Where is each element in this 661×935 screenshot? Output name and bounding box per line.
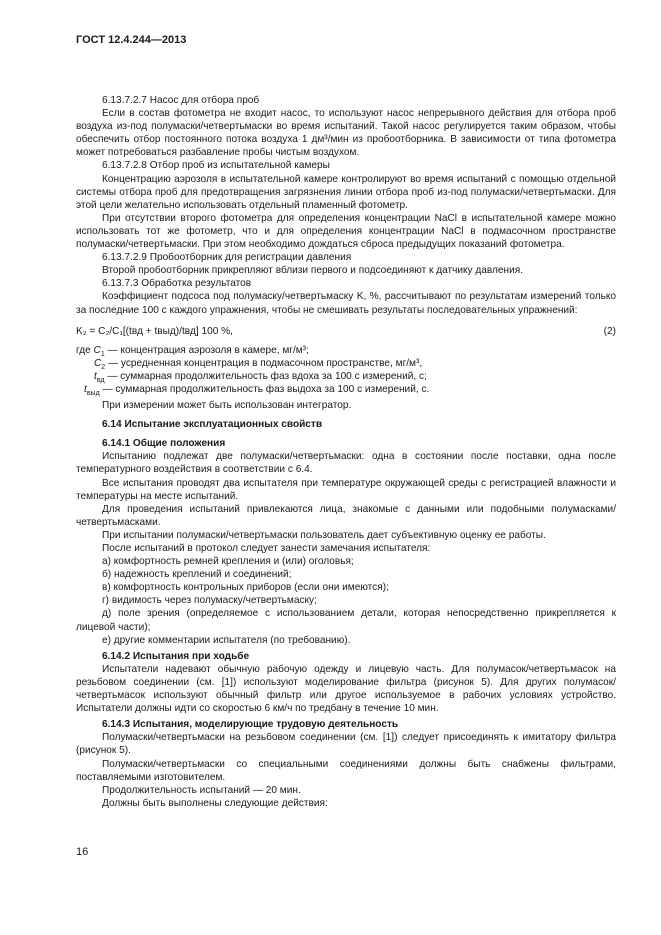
where-text: — суммарная продолжительность фаз выдоха за 100 с измерений, с. — [99, 383, 430, 395]
document-header: ГОСТ 12.4.244—2013 — [76, 34, 187, 46]
where-subscript: 1 — [100, 350, 105, 358]
paragraph: Испытатели надевают обычную рабочую одежду и лицевую часть. Для полумасок/четвертьмасок на резьбовом соединении (см. [1]) используют моделирование фильтра (рисунок 5). Для других полумасок/четвертьмасок используют обычный фильтр или другое используемое в рабочих условиях устройство. Испытатели должны идти со скоростью 6 км/ч по тредбану в течение 10 мин. — [76, 663, 616, 715]
list-item: г) видимость через полумаску/четвертьмаску; — [102, 595, 317, 607]
subsection-heading: 6.14.1 Общие положения — [102, 438, 226, 450]
paragraph: Продолжительность испытаний — 20 мин. — [102, 784, 301, 796]
paragraph: При отсутствии второго фотометра для определения концентрации NaCl в испытательной камере можно использовать тот же фотометр, что и для определения концентрации NaCl в подмасочном пространстве полумаски/четвертьмаски. При этом необходимо дождаться сброса предыдущих показаний фотометра. — [76, 212, 616, 251]
subsection-heading: 6.14.2 Испытания при ходьбе — [102, 650, 250, 662]
clause-heading: 6.13.7.3 Обработка результатов — [102, 278, 252, 290]
list-item: е) другие комментарии испытателя (по требованию). — [102, 634, 351, 646]
where-subscript: вд — [96, 376, 105, 384]
where-symbol: t — [94, 370, 97, 382]
list-item: б) надежность креплений и соединений; — [102, 569, 292, 581]
where-item — [76, 370, 616, 383]
list-item: д) поле зрения (определяемое с использованием детали, которая непосредственно прикрепляется к лицевой части); — [76, 608, 616, 633]
paragraph: Для проведения испытаний привлекаются лица, знакомые с данными или подобными полумасками/четвертьмасками. — [76, 503, 616, 528]
where-text: — концентрация аэрозоля в камере, мг/м³; — [104, 344, 309, 356]
paragraph: Если в состав фотометра не входит насос, то используют насос непрерывного действия для отбора проб воздуха из-под полумаски/четвертьмаски во время испытаний. Такой насос регулируется таким образом, чтобы обеспечить отбор постоянного потока воздуха 1 дм³/мин из пробоотборника. В зависимости от типа фотометра может потребоваться разбавление пробы чистым воздухом. — [76, 108, 616, 159]
where-symbol: C — [94, 357, 102, 369]
where-item — [76, 383, 616, 396]
clause-heading: 6.13.7.2.8 Отбор проб из испытательной камеры — [102, 160, 330, 172]
paragraph: Второй пробоотборник прикрепляют вблизи первого и подсоединяют к датчику давления. — [102, 265, 524, 277]
page-number: 16 — [76, 846, 89, 858]
paragraph: При измерении может быть использован интегратор. — [102, 400, 352, 412]
clause-heading: 6.13.7.2.7 Насос для отбора проб — [102, 95, 260, 106]
subsection-heading: 6.14.3 Испытания, моделирующие трудовую деятельность — [102, 719, 399, 731]
where-item — [76, 344, 616, 357]
where-text: — суммарная продолжительность фаз вдоха за 100 с измерений, с; — [104, 370, 427, 382]
where-prefix: где — [76, 344, 94, 356]
formula-number: (2) — [603, 325, 616, 337]
document-body — [76, 94, 616, 810]
where-item — [76, 357, 616, 370]
section-heading: 6.14 Испытание эксплуатационных свойств — [102, 419, 323, 431]
paragraph: При испытании полумаски/четвертьмаски пользователь дает субъективную оценку ее работы. — [102, 529, 546, 541]
paragraph: Полумаски/четвертьмаски со специальными соединениями должны быть снабжены фильтрами, поставляемыми изготовителем. — [76, 758, 616, 783]
where-subscript: выд — [86, 389, 100, 397]
formula-text: K₂ = C₂/C₁[(tвд + tвыд)/tвд] 100 %, — [76, 325, 233, 337]
paragraph: Должны быть выполнены следующие действия: — [102, 797, 328, 809]
paragraph: Полумаски/четвертьмаски на резьбовом соединении (см. [1]) следует присоединять к имитатору фильтра (рисунок 5). — [76, 732, 616, 757]
paragraph: Испытанию подлежат две полумаски/четвертьмаски: одна в состоянии после поставки, одна после температурного воздействия в соответствии с 6.4. — [76, 451, 616, 476]
list-item: а) комфортность ремней крепления и (или) оголовья; — [102, 556, 354, 568]
where-symbol: t — [84, 383, 87, 395]
paragraph: Коэффициент подсоса под полумаску/четвертьмаску K, %, рассчитывают по результатам измерений только за последние 100 с каждого упражнения, чтобы не смешивать результаты последовательных упражнений: — [76, 291, 616, 316]
paragraph: Концентрацию аэрозоля в испытательной камере контролируют во время испытаний с помощью отдельной системы отбора проб для предотвращения загрязнения линии отбора проб из-под полумаски/четвертьмаски. Для этой цели желательно использовать отдельный пламенный фотометр. — [76, 173, 616, 211]
clause-heading: 6.13.7.2.9 Пробоотборник для регистрации давления — [102, 252, 352, 264]
where-subscript: 2 — [101, 363, 106, 371]
paragraph: После испытаний в протокол следует занести замечания испытателя: — [102, 543, 431, 554]
list-item: в) комфортность контрольных приборов (если они имеются); — [102, 582, 389, 594]
where-text: — усредненная концентрация в подмасочном пространстве, мг/м³, — [105, 357, 423, 369]
formula — [76, 325, 616, 338]
where-symbol: C — [93, 344, 101, 356]
paragraph: Все испытания проводят два испытателя при температуре окружающей среды с регистрацией влажности и температуры на месте испытаний. — [76, 477, 616, 502]
